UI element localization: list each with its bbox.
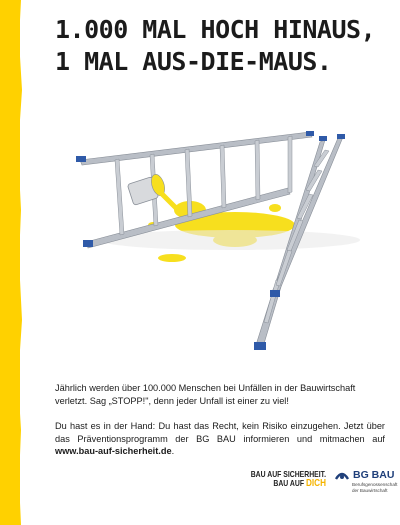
- intro-paragraph: Jährlich werden über 100.000 Menschen bei Unfällen in der Bauwirtschaft verletzt. Sag „STOPP!", denn jeder Unfall ist einer zu viel!: [55, 383, 356, 406]
- logo-subtitle: [352, 482, 396, 493]
- headline-line-1: 1.000 MAL HOCH HINAUS,: [55, 15, 376, 44]
- logo-brand: BG BAU: [353, 469, 395, 481]
- headline: [55, 14, 385, 78]
- slogan-line-1: BAU AUF SICHERHEIT.: [250, 469, 326, 479]
- info-paragraph: [55, 420, 385, 458]
- info-end: .: [171, 446, 175, 456]
- info-text: Du hast es in der Hand: Du hast das Recht, kein Risiko einzugehen. Jetzt über das Präventionsprogramm der BG BAU informieren und mitmachen auf: [55, 421, 385, 444]
- website-link[interactable]: www.bau-auf-sicherheit.de: [55, 446, 172, 456]
- logo-subtitle-line-2: der Bauwirtschaft: [352, 487, 388, 493]
- ladder-illustration: [20, 110, 400, 370]
- slogan-line-2: [251, 479, 326, 488]
- slogan-prefix: BAU AUF: [273, 478, 306, 488]
- logo-subtitle-line-1: Berufsgenossenschaft: [352, 482, 398, 487]
- headline-line-2: 1 MAL AUS-DIE-MAUS.: [55, 47, 332, 76]
- slogan-accent: DICH: [305, 478, 326, 489]
- yellow-side-strip: [0, 0, 20, 525]
- campaign-slogan: [234, 470, 326, 488]
- bg-bau-logo: [334, 469, 396, 493]
- bg-bau-logo-icon: [334, 469, 350, 481]
